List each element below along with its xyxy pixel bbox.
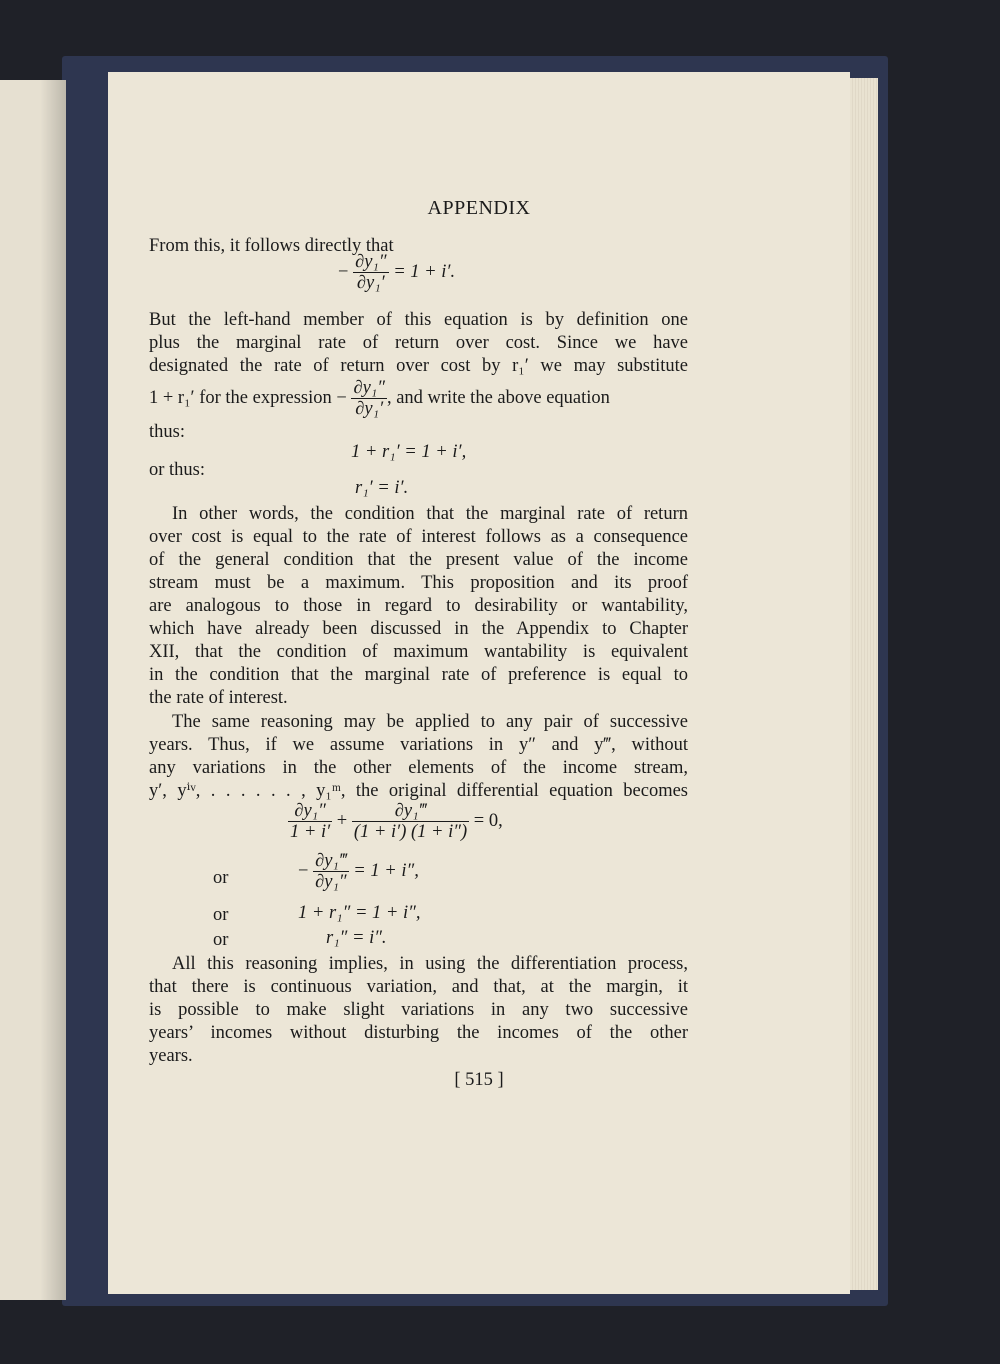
equation-7: r₁″ = i″. — [326, 928, 387, 948]
equation-1: − $\frac{\text{∂y₁″}}{\text{∂y₁′}}$ = 1 + i′. — [338, 252, 456, 293]
gutter-shadow — [40, 80, 66, 1300]
text-line: y′, yⁱᵛ, . . . . . . , y₁ᵐ, the original differential equation becomes — [149, 781, 688, 801]
page-heading: APPENDIX — [427, 197, 531, 219]
text-line: All this reasoning implies, in using the differentiation process, — [172, 954, 688, 974]
text-line: But the left-hand member of this equation is by definition one — [149, 310, 688, 330]
or-label: or — [213, 930, 229, 950]
text-line: which have already been discussed in the Appendix to Chapter — [149, 619, 688, 639]
page-number: [ 515 ] — [454, 1070, 504, 1090]
text-line: years’ incomes without disturbing the incomes of the other — [149, 1023, 688, 1043]
text-line: is possible to make slight variations in any two successive — [149, 1000, 688, 1020]
text-line: thus: — [149, 422, 185, 442]
equation-3: r₁′ = i′. — [355, 478, 409, 498]
text-line: of the general condition that the present value of the income — [149, 550, 688, 570]
equation-2: 1 + r₁′ = 1 + i′, — [351, 442, 467, 462]
text-line: stream must be a maximum. This proposition and its proof — [149, 573, 688, 593]
text-line: over cost is equal to the rate of interest follows as a consequence — [149, 527, 688, 547]
text-line: XII, that the condition of maximum wantability is equivalent — [149, 642, 688, 662]
equation-4: $\frac{\text{∂y₁″}}{1 + i'}$ + $\frac{\text{∂y₁‴}}{(1 + i') (1 + i'')}$ = 0, — [290, 801, 503, 842]
text-line: or thus: — [149, 460, 206, 480]
or-label: or — [213, 868, 229, 888]
text-line: are analogous to those in regard to desirability or wantability, — [149, 596, 688, 616]
text-line: the rate of interest. — [149, 688, 288, 708]
text-line: any variations in the other elements of the income stream, — [149, 758, 688, 778]
text-line: From this, it follows directly that — [149, 236, 394, 256]
text-line: that there is continuous variation, and that, at the margin, it — [149, 977, 688, 997]
text-line: plus the marginal rate of return over cost. Since we have — [149, 333, 688, 353]
text-line: The same reasoning may be applied to any pair of successive — [172, 712, 688, 732]
or-label: or — [213, 905, 229, 925]
equation-6: 1 + r₁″ = 1 + i″, — [298, 903, 421, 923]
text-line-with-fraction: 1 + r₁′ for the expression − $\frac{\text{∂y₁″}}{\text{∂y₁′}}$ , and write the above equation — [149, 378, 610, 419]
text-line: years. Thus, if we assume variations in y″ and y‴, without — [149, 735, 688, 755]
book-page — [108, 72, 850, 1294]
text-line: In other words, the condition that the marginal rate of return — [172, 504, 688, 524]
text-line: designated the rate of return over cost by r₁′ we may substitute — [149, 356, 688, 376]
equation-5: − $\frac{\text{∂y₁‴}}{\text{∂y₁″}}$ = 1 + i″, — [298, 851, 419, 892]
text-line: years. — [149, 1046, 193, 1066]
text-line: in the condition that the marginal rate of preference is equal to — [149, 665, 688, 685]
